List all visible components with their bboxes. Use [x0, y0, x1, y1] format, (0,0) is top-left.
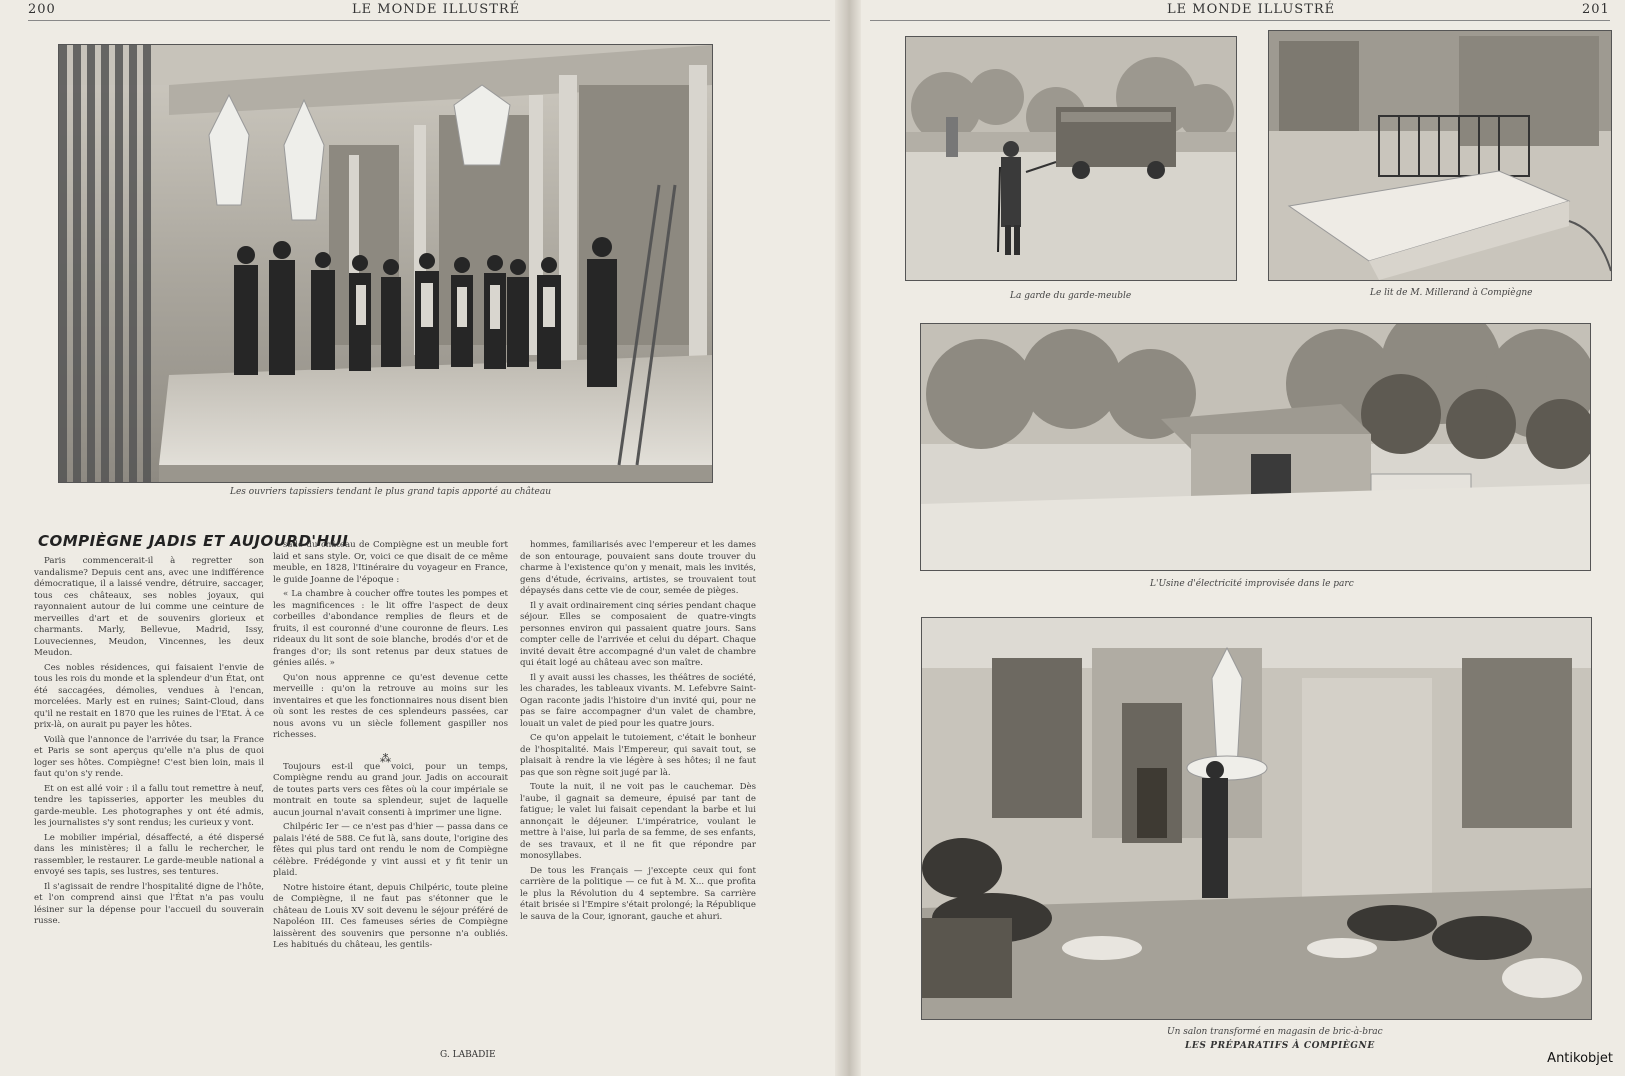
caption-guard: La garde du garde-meuble [1010, 291, 1132, 301]
paragraph: Il y avait ordinairement cinq séries pendant chaque séjour. Elles se composaient de quatre-vingts personnes environ qui passaient quatre jours. Sans compter celle de l'arrivée et celui du départ. Chaque invité devait être accompagné d'un valet de chambre qui était logé au château avec son maître. [520, 600, 756, 668]
section-separator: ⁂ [380, 752, 391, 765]
right-page-number: 201 [1582, 2, 1610, 17]
left-page-number: 200 [28, 2, 56, 17]
photo-tapestry-workers [58, 44, 713, 483]
caption-electric-factory: L'Usine d'électricité improvisée dans le parc [1150, 579, 1354, 589]
paragraph: Le mobilier impérial, désaffecté, a été dispersé dans les ministères; il a fallu le rechercher, le rassembler, le restaurer. Le garde-meuble national a envoyé ses tapis, ses lustres, ses tentures. [34, 832, 264, 877]
photo-bed [1268, 30, 1612, 281]
paragraph: De tous les Français — j'excepte ceux qui font carrière de la politique — ce fut à M. X... que profita le plus la Révolution du 4 septembre. Sa carrière était brisée si l'Empire s'était prolongé; la République le sauva de la Cour, ignorant, gauche et ahuri. [520, 865, 756, 922]
article-column-3 [520, 540, 756, 1045]
paragraph: Voilà que l'annonce de l'arrivée du tsar, la France et Paris se sont aperçus qu'elle n'a plus de quoi loger ses hôtes. Compiègne! C'est bien loin, mais il faut qu'on s'y rende. [34, 734, 264, 779]
watermark-logo: Antikobjet [1547, 1051, 1613, 1066]
article-title: COMPIÈGNE JADIS ET AUJOURD'HUI [38, 532, 349, 550]
photo-guard [905, 36, 1237, 281]
left-header-rule [28, 20, 830, 21]
right-header-rule [870, 20, 1610, 21]
author-byline: G. LABADIE [440, 1050, 496, 1060]
paragraph: Il s'agissait de rendre l'hospitalité digne de l'hôte, et l'on comprend ainsi que l'État n'a pas voulu lésiner sur la dépense pour l'accueil du souverain russe. [34, 881, 264, 926]
caption-salon: Un salon transformé en magasin de bric-à-brac [1167, 1027, 1383, 1037]
photo-salon [921, 617, 1592, 1020]
paragraph: « La chambre à coucher offre toutes les pompes et les magnificences : le lit offre l'aspect de deux corbeilles d'abondance remplies de fleurs et de fruits, il est couronné d'une couronne de fleurs. Les rideaux du lit sont de soie blanche, brodés d'or et de franges d'or; ils sont retenus par deux statues de génies ailés. » [273, 589, 508, 668]
paragraph: Ces nobles résidences, qui faisaient l'envie de tous les rois du monde et la splendeur d'un État, ont été saccagées, démolies, vendues à l'encan, morcelées. Marly est en ruines; Saint-Cloud, dans qu'il ne restait en 1870 que les ruines de l'Etat. À ce prix-là, on aurait pu payer les hôtes. [34, 662, 264, 730]
paragraph: hommes, familiarisés avec l'empereur et les dames de son entourage, pouvaient sans doute trouver du charme à l'existence qu'on y menait, mais les invités, gens d'étude, écrivains, artistes, se trouvaient tout dépaysés dans cette vie de cour, semée de pièges. [520, 540, 756, 596]
article-column-2 [273, 540, 508, 1035]
page-gutter [835, 0, 861, 1076]
paragraph: Et on est allé voir : il a fallu tout remettre à neuf, tendre les tapisseries, apporter les meubles du garde-meuble. Les photographes y ont été admis, les journalistes s'y sont rendus; les curieux y vont. [34, 783, 264, 828]
paragraph: Qu'on nous apprenne ce qu'est devenue cette merveille : qu'on la retrouve au moins sur les inventaires et que les fonctionnaires nous disent bien où sont les restes de ces splendeurs passées, car nous avons vu un siècle follement gaspiller nos richesses. [273, 672, 508, 740]
paragraph: Paris commencerait-il à regretter son vandalisme? Depuis cent ans, avec une indifférence démocratique, il a laissé vendre, détruire, saccager, tous ces châteaux, ses nobles joyaux, qui rayonnaient autour de lui comme une ceinture de merveilles d'art et de souvenirs glorieux et charmants. Marly, Bellevue, Madrid, Issy, Louveciennes, Meudon, Vincennes, les deux Meudon. [34, 556, 264, 658]
paragraph: Chilpéric Ier — ce n'est pas d'hier — passa dans ce palais l'été de 588. Ce fut là, sans doute, l'origine des fêtes qui plus tard ont rendu le nom de Compiègne célèbre. Frédégonde y vint aussi et y fit tenir un plaid. [273, 822, 508, 878]
paragraph: Toujours est-il que voici, pour un temps, Compiègne rendu au grand jour. Jadis on accourait de toutes parts vers ces fêtes où la cour impériale se montrait en toute sa splendeur, sujet de laquelle aucun journal n'avait consenti à imprimer une ligne. [273, 761, 508, 818]
caption-bed: Le lit de M. Millerand à Compiègne [1370, 288, 1533, 298]
paragraph: Notre histoire étant, depuis Chilpéric, toute pleine de Compiègne, il ne faut pas s'étonner que le château de Louis XV soit devenu le séjour préféré de Napoléon III. Ces fameuses séries de Compiègne laissèrent des souvenirs que personne n'a oubliés. Les habitués du château, les gentils- [273, 882, 508, 950]
paragraph: Ce qu'on appelait le tutoiement, c'était le bonheur de l'hospitalité. Mais l'Empereur, qui savait tout, se plaisait à rendre la vie légère à ses hôtes; il ne faut pas que son règne soit jugé par là. [520, 733, 756, 778]
paragraph: Il y avait aussi les chasses, les théâtres de société, les charades, les tableaux vivants. M. Lefebvre Saint-Ogan raconte jadis l'histoire d'un invité qui, pour ne pas se faire accompagner d'un valet de chambre, louait un valet de pied pour les quatre jours. [520, 672, 756, 729]
paragraph: Toute la nuit, il ne voit pas le cauchemar. Dès l'aube, il gagnait sa demeure, épuisé par tant de fatigue; le valet lui faisait cependant la barbe et lui annonçait le déjeuner. L'impératrice, voulant le mettre à l'aise, lui parla de sa femme, de ses enfants, de ses travaux, et il ne fit que répondre par monosyllabes. [520, 782, 756, 861]
section-title: LES PRÉPARATIFS À COMPIÈGNE [1185, 1041, 1375, 1051]
left-running-head: LE MONDE ILLUSTRÉ [352, 2, 521, 17]
paragraph: sade du château de Compiègne est un meuble fort laid et sans style. Or, voici ce que disait de ce même meuble, en 1828, l'Itinéraire du voyageur en France, le guide Joanne de l'époque : [273, 540, 508, 585]
article-column-1 [34, 556, 264, 1051]
right-running-head: LE MONDE ILLUSTRÉ [1167, 2, 1336, 17]
caption-tapestry-workers: Les ouvriers tapissiers tendant le plus grand tapis apporté au château [230, 487, 552, 497]
photo-electric-factory [920, 323, 1591, 571]
